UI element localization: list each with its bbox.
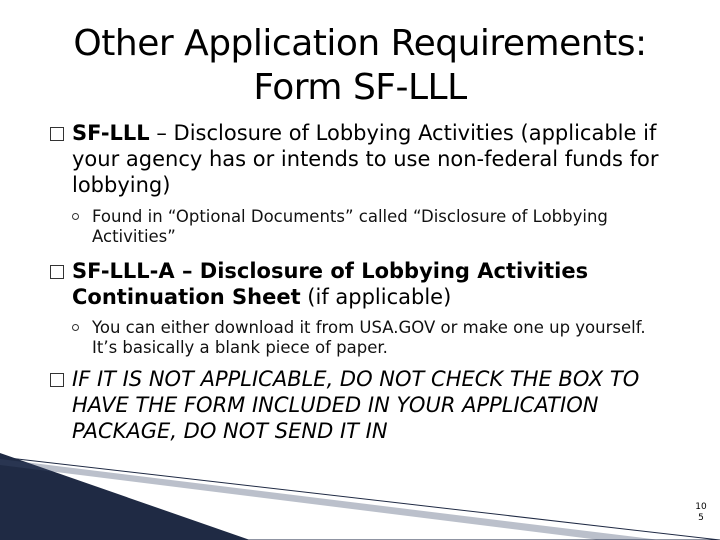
bullet-2-bold: SF-LLL-A [72, 259, 175, 283]
title-line-1: Other Application Requirements: [73, 23, 647, 64]
bullet-2 [52, 258, 692, 310]
circle-bullet-icon [72, 324, 79, 331]
slide-title [40, 22, 680, 110]
bullet-2-bold-text: – Disclosure of Lobbying Activities Continuation Sheet [72, 259, 589, 309]
title-line-2: Form SF-LLL [253, 67, 467, 108]
circle-bullet-icon [72, 213, 79, 220]
checkbox-bullet-icon [50, 265, 64, 279]
bullet-1-sub-text: Found in “Optional Documents” called “Disclosure of Lobbying Activities” [92, 207, 608, 246]
bullet-3 [52, 366, 692, 444]
page-number: 105 [695, 502, 707, 523]
checkbox-bullet-icon [50, 373, 64, 387]
bullet-2-sub [72, 318, 672, 358]
bullet-3-text: IF IT IS NOT APPLICABLE, DO NOT CHECK THE BOX TO HAVE THE FORM INCLUDED IN YOUR APPLICATION PACKAGE, DO NOT SEND IT IN [72, 367, 640, 443]
decorative-swoosh [0, 445, 720, 540]
bullet-2-text: (if applicable) [300, 285, 452, 309]
bullet-2-sub-text: You can either download it from USA.GOV or make one up yourself. It’s basically a blank piece of paper. [92, 318, 646, 357]
bullet-1-text: – Disclosure of Lobbying Activities (applicable if your agency has or intends to use non-federal funds for lobbying) [72, 121, 659, 197]
checkbox-bullet-icon [50, 127, 64, 141]
bullet-1-sub [72, 207, 672, 247]
bullet-1 [52, 120, 692, 198]
bullet-1-bold: SF-LLL [72, 121, 150, 145]
